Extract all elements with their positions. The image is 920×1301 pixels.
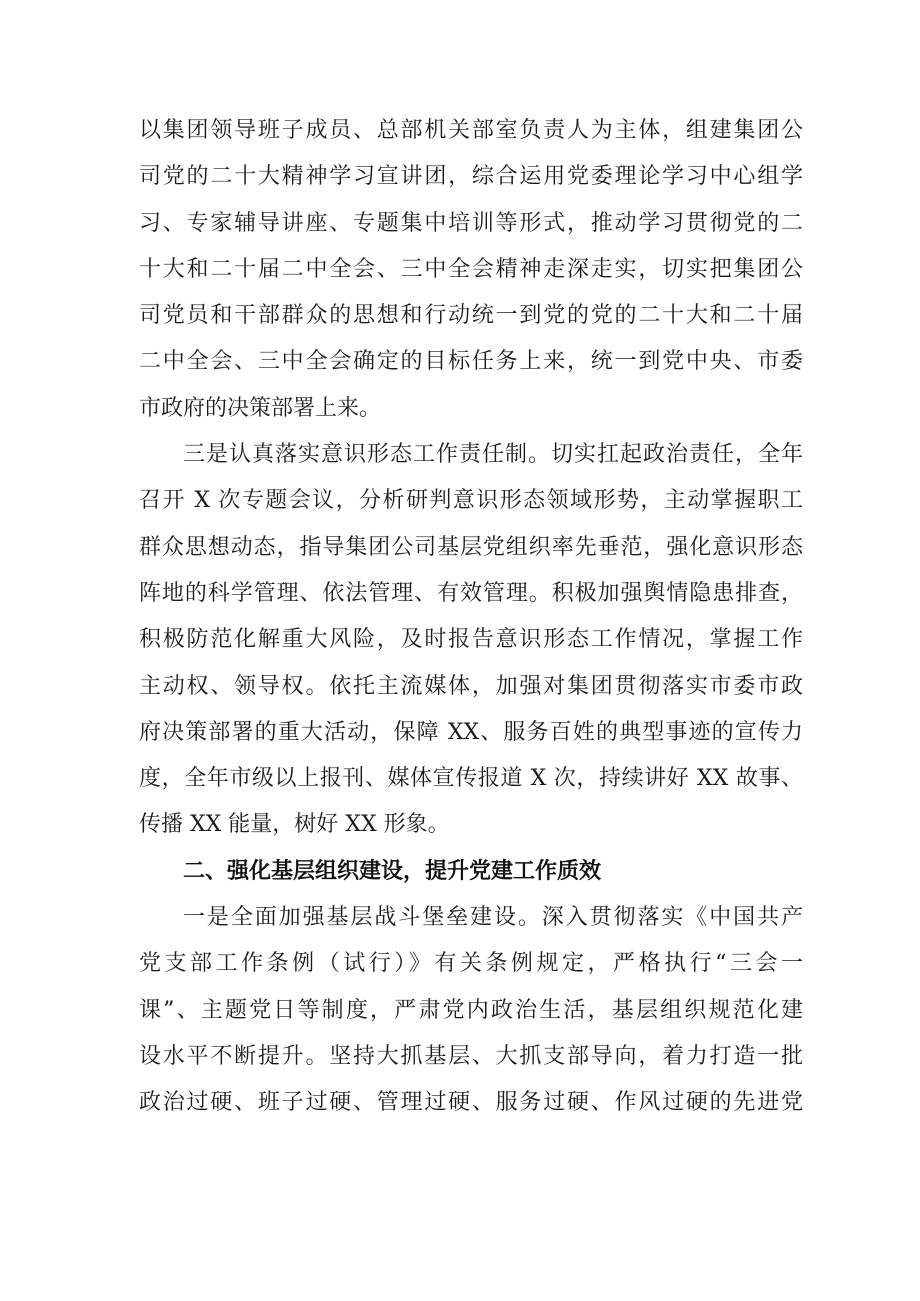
text-line: 度，全年市级以上报刊、媒体宣传报道 X 次，持续讲好 XX 故事、 bbox=[139, 766, 803, 792]
document-body bbox=[139, 108, 803, 1127]
paragraph-2 bbox=[139, 432, 803, 849]
paragraph-3 bbox=[139, 895, 803, 1126]
text-line: 积极防范化解重大风险，及时报告意识形态工作情况，掌握工作 bbox=[139, 627, 803, 653]
text-line: 司党的二十大精神学习宣讲团，综合运用党委理论学习中心组学 bbox=[139, 164, 803, 190]
text-line: 三是认真落实意识形态工作责任制。切实扛起政治责任，全年 bbox=[183, 442, 803, 468]
section-heading: 二、强化基层组织建设，提升党建工作质效 bbox=[183, 858, 602, 884]
text-line: 一是全面加强基层战斗堡垒建设。深入贯彻落实《中国共产 bbox=[183, 905, 803, 931]
text-line: 阵地的科学管理、依法管理、有效管理。积极加强舆情隐患排查， bbox=[139, 580, 803, 606]
text-line: 政治过硬、班子过硬、管理过硬、服务过硬、作风过硬的先进党 bbox=[139, 1090, 803, 1116]
text-line: 以集团领导班子成员、总部机关部室负责人为主体，组建集团公 bbox=[139, 118, 803, 143]
text-line: 传播 XX 能量，树好 XX 形象。 bbox=[139, 812, 450, 838]
paragraph-1 bbox=[139, 108, 803, 432]
text-line: 设水平不断提升。坚持大抓基层、大抓支部导向，着力打造一批 bbox=[139, 1043, 803, 1069]
text-line: 市政府的决策部署上来。 bbox=[139, 395, 382, 421]
text-line: 十大和二十届二中全会、三中全会精神走深走实，切实把集团公 bbox=[139, 256, 803, 282]
text-line: 习、专家辅导讲座、专题集中培训等形式，推动学习贯彻党的二 bbox=[139, 210, 803, 236]
text-line: 府决策部署的重大活动，保障 XX、服务百姓的典型事迹的宣传力 bbox=[139, 719, 803, 745]
text-line: 党支部工作条例（试行）》有关条例规定，严格执行“三会一 bbox=[139, 951, 803, 977]
text-line: 司党员和干部群众的思想和行动统一到党的党的二十大和二十届 bbox=[139, 303, 803, 329]
text-line: 群众思想动态，指导集团公司基层党组织率先垂范，强化意识形态 bbox=[139, 534, 803, 560]
text-line: 召开 X 次专题会议，分析研判意识形态领域形势，主动掌握职工 bbox=[139, 488, 803, 514]
text-line: 主动权、领导权。依托主流媒体，加强对集团贯彻落实市委市政 bbox=[139, 673, 803, 699]
text-line: 课”、主题党日等制度，严肃党内政治生活，基层组织规范化建 bbox=[139, 997, 803, 1023]
text-line: 二中全会、三中全会确定的目标任务上来，统一到党中央、市委 bbox=[139, 349, 803, 375]
